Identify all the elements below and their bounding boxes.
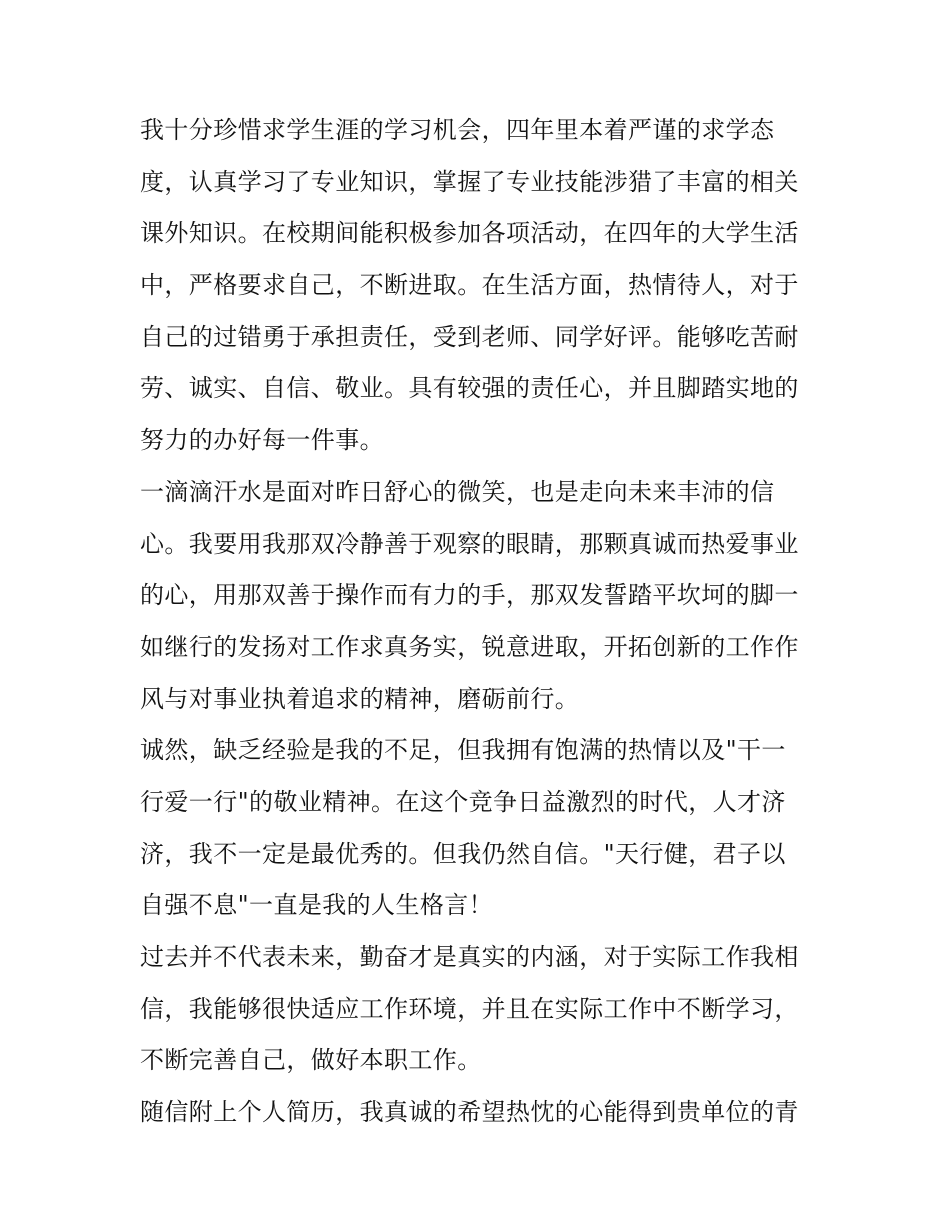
paragraph-study [140,105,815,467]
text-line: 自强不息"一直是我的人生格言！ [140,891,494,920]
document-body [140,105,815,1139]
text-line: 努力的办好每一件事。 [140,426,384,455]
paragraph-sweat [140,467,815,725]
paragraph-resume [140,1087,815,1139]
text-line: 心。我要用我那双冷静善于观察的眼睛，那颗真诚而热爱事业 [140,529,799,558]
text-line: 劳、诚实、自信、敬业。具有较强的责任心，并且脚踏实地的 [140,374,799,403]
text-line: 不断完善自己，做好本职工作。 [140,1046,482,1075]
text-line: 自己的过错勇于承担责任，受到老师、同学好评。能够吃苦耐 [140,322,799,351]
paragraph-future [140,932,815,1087]
text-line: 度，认真学习了专业知识，掌握了专业技能涉猎了丰富的相关 [140,167,799,196]
text-line: 的心，用那双善于操作而有力的手，那双发誓踏平坎坷的脚一 [140,581,799,610]
text-line: 我十分珍惜求学生涯的学习机会，四年里本着严谨的求学态 [140,116,775,144]
text-line: 行爱一行"的敬业精神。在这个竞争日益激烈的时代，人才济 [140,787,786,816]
text-line: 中，严格要求自己，不断进取。在生活方面，热情待人，对于 [140,271,799,300]
text-line: 信，我能够很快适应工作环境，并且在实际工作中不断学习， [140,994,799,1023]
text-line: 济，我不一定是最优秀的。但我仍然自信。"天行健，君子以 [140,839,786,868]
text-line: 诚然，缺乏经验是我的不足，但我拥有饱满的热情以及"干一 [140,736,786,765]
text-line: 一滴滴汗水是面对昨日舒心的微笑，也是走向未来丰沛的信 [140,477,775,506]
text-line: 过去并不代表未来，勤奋才是真实的内涵，对于实际工作我相 [140,943,799,971]
text-line: 随信附上个人简历，我真诚的希望热忱的心能得到贵单位的青 [140,1098,799,1127]
text-line: 风与对事业执着追求的精神，磨砺前行。 [140,684,580,713]
paragraph-confidence [140,725,815,932]
text-line: 课外知识。在校期间能积极参加各项活动，在四年的大学生活 [140,219,799,248]
text-line: 如继行的发扬对工作求真务实，锐意进取，开拓创新的工作作 [140,632,799,661]
